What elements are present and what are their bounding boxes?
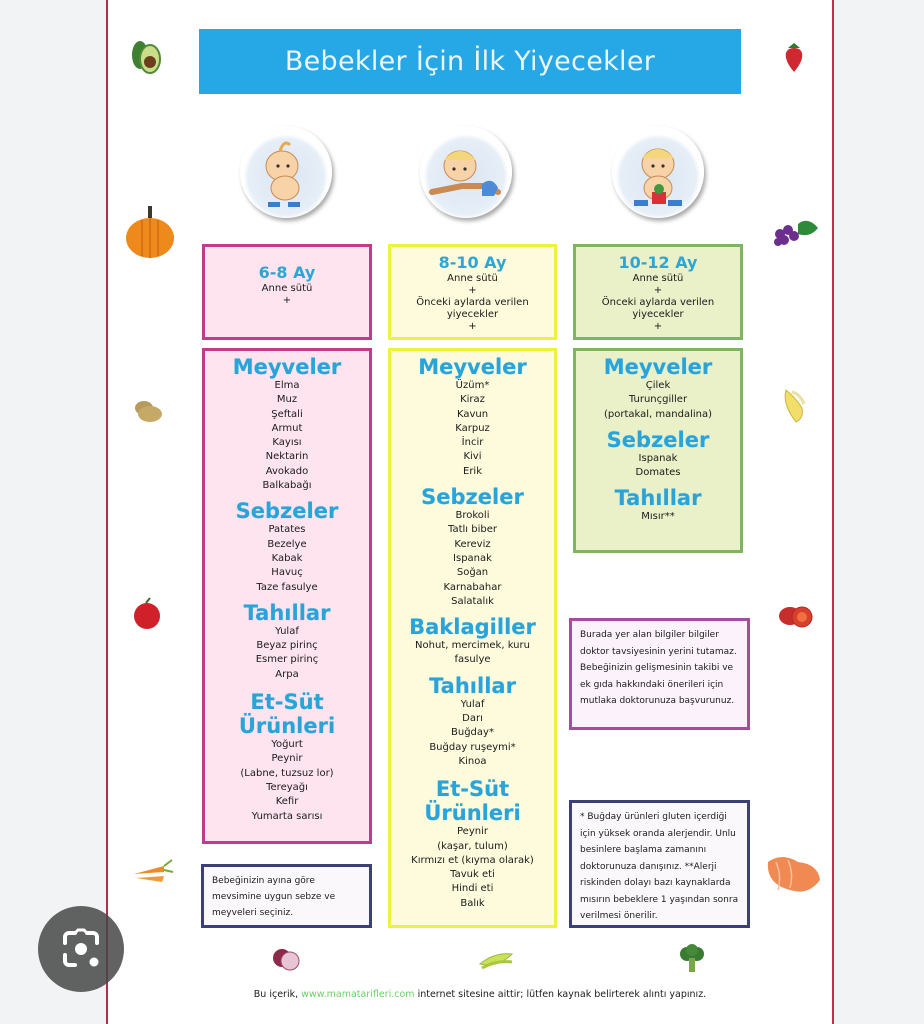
food-item: Beyaz pirinç [256, 640, 318, 652]
food-item: Brokoli [455, 510, 490, 522]
food-items [391, 509, 554, 609]
food-item: Mısır** [641, 511, 675, 523]
google-lens-button[interactable] [38, 906, 124, 992]
food-item: Karpuz [455, 422, 490, 434]
stage-header-6-8 [202, 244, 372, 340]
food-item: Kiraz [460, 394, 485, 406]
food-item: Kabak [271, 552, 303, 564]
category-heading: Baklagiller [409, 615, 536, 640]
peas-icon [476, 950, 516, 974]
food-item: Ispanak [453, 552, 492, 564]
food-item: (kaşar, tulum) [437, 840, 508, 852]
banana-icon [776, 384, 812, 428]
food-item: İncir [461, 437, 484, 449]
food-item: Yulaf [275, 625, 299, 637]
food-item: Ispanak [638, 452, 678, 464]
potato-icon [132, 398, 164, 426]
stage-header-10-12 [573, 244, 743, 340]
avocado-icon [128, 33, 164, 77]
footer-link[interactable]: www.mamatarifleri.com [301, 989, 415, 1000]
food-item: Karnabahar [443, 581, 502, 593]
food-items [205, 379, 369, 493]
season-note [201, 864, 372, 928]
food-item: Tatlı biber [448, 524, 497, 536]
category-heading: Ürünleri [238, 714, 336, 739]
category-heading: Meyveler [232, 355, 342, 379]
food-item: Kinoa [458, 755, 487, 767]
food-item: Domates [635, 467, 681, 479]
google-lens-icon [59, 927, 103, 971]
food-item: Kırmızı et (kıyma olarak) [411, 854, 534, 866]
food-items [576, 379, 740, 422]
base-line: + [468, 285, 477, 296]
onion-icon [272, 946, 302, 972]
food-item: Taze fasulye [256, 581, 318, 593]
category-heading: Et-Süt [435, 777, 510, 802]
food-item: Arpa [275, 668, 299, 680]
baby-crawling-illustration [420, 126, 512, 218]
base-line: Anne sütü [632, 273, 684, 284]
tomato-icon [778, 602, 816, 630]
food-item: Çilek [645, 380, 671, 391]
food-item: Salatalık [451, 595, 494, 607]
base-line: Önceki aylarda verilen [601, 297, 715, 308]
food-item: Soğan [456, 567, 489, 579]
base-line: Anne sütü [447, 273, 498, 284]
base-line: + [282, 295, 292, 306]
food-items [576, 452, 740, 481]
doctor-note [569, 618, 750, 730]
grapes-icon [770, 208, 820, 250]
pumpkin-icon [124, 202, 176, 260]
food-item: Buğday* [451, 727, 494, 739]
salmon-icon [764, 850, 822, 898]
food-item: Havuç [271, 567, 303, 579]
food-item: Kereviz [454, 538, 491, 550]
food-item: Yulaf [460, 698, 485, 710]
base-line: Anne sütü [261, 283, 313, 294]
strawberry-icon [780, 40, 808, 74]
carrot-icon [130, 854, 174, 890]
food-item: Avokado [265, 465, 309, 477]
food-item: Tereyağı [266, 781, 308, 793]
food-items [391, 639, 554, 668]
food-item: Bezelye [267, 538, 307, 550]
baby-sitting-illustration [240, 126, 332, 218]
food-items [205, 738, 369, 824]
food-item: Yoğurt [271, 739, 303, 751]
base-line: + [653, 285, 663, 296]
category-heading: Et-Süt [250, 690, 324, 715]
food-item: Hindi eti [451, 883, 494, 895]
food-item: fasulye [454, 654, 491, 666]
food-item: Üzüm* [455, 380, 490, 391]
stage-header-8-10 [388, 244, 557, 340]
food-item: Kivi [463, 451, 482, 463]
food-item: Turunçgiller [628, 394, 688, 406]
apple-icon [132, 596, 162, 632]
food-list-8-10 [388, 348, 557, 928]
footer-prefix: Bu içerik, [253, 989, 299, 1000]
category-heading: Ürünleri [424, 801, 521, 826]
food-item: Darı [462, 713, 483, 725]
food-item: Patates [268, 524, 306, 536]
food-item: Muz [276, 394, 298, 406]
baby-playing-illustration [612, 126, 704, 218]
food-item: Tavuk eti [450, 869, 495, 881]
footer-credit [200, 989, 760, 1000]
base-line: yiyecekler [446, 309, 499, 320]
stage-age: 10-12 Ay [618, 253, 698, 272]
food-items [576, 510, 740, 524]
food-item: Yumarta sarısı [251, 810, 323, 822]
food-item: Peynir [271, 753, 303, 765]
category-heading: Meyveler [603, 355, 713, 379]
allergy-note-text: * Buğday ürünleri gluten içerdiği için yüksek oranda alerjendir. Unlu besinlere başlama zamanını doktorunuza danışınız. **Alerji riskinden dolayı bazı kaynaklarda mısırın bebeklere 1 yaşından sonra verilmesi önerilir. [580, 812, 739, 921]
food-item: Buğday ruşeymi* [429, 741, 516, 753]
stage-age: 6-8 Ay [258, 263, 316, 282]
food-item: Esmer pirinç [255, 654, 319, 666]
food-item: (portakal, mandalina) [603, 408, 712, 420]
food-item: Kayısı [272, 437, 302, 449]
category-heading: Tahıllar [243, 600, 331, 625]
food-item: Elma [274, 380, 300, 391]
food-items [205, 523, 369, 594]
base-line: yiyecekler [632, 309, 684, 320]
food-item: Peynir [457, 826, 488, 838]
category-heading: Sebzeler [235, 499, 339, 524]
food-items [391, 379, 554, 479]
food-item: Kefir [275, 796, 299, 808]
base-line: + [653, 321, 663, 332]
category-heading: Tahıllar [429, 673, 516, 698]
food-item: Erik [463, 465, 482, 477]
food-item: Nektarin [265, 451, 309, 463]
doctor-note-text: Burada yer alan bilgiler bilgiler doktor tavsiyesinin yerini tutamaz. Bebeğinizin gelişmesinin takibi ve ek gıda hakkındaki önerileri için mutlaka doktorunuza başvurunuz. [580, 630, 737, 706]
food-items [391, 825, 554, 911]
category-heading: Tahıllar [614, 486, 702, 511]
base-line: Önceki aylarda verilen [416, 297, 529, 308]
food-item: Balık [460, 897, 485, 909]
allergy-note [569, 800, 750, 928]
food-list-10-12 [573, 348, 743, 553]
food-items [205, 625, 369, 682]
base-line: + [468, 321, 477, 332]
food-item: Şeftali [271, 408, 303, 420]
food-item: Balkabağı [262, 480, 312, 492]
food-item: Armut [271, 422, 303, 434]
category-heading: Sebzeler [606, 427, 710, 452]
food-item: Kavun [456, 408, 489, 420]
page-title: Bebekler İçin İlk Yiyecekler [284, 46, 656, 77]
title-banner [199, 29, 741, 94]
stage-age: 8-10 Ay [438, 253, 507, 272]
broccoli-icon [678, 944, 706, 976]
food-list-6-8 [202, 348, 372, 844]
food-item: Nohut, mercimek, kuru [415, 640, 530, 652]
category-heading: Sebzeler [421, 485, 524, 510]
season-note-text: Bebeğinizin ayına göre mevsimine uygun sebze ve meyveleri seçiniz. [212, 876, 336, 918]
food-items [391, 698, 554, 769]
footer-suffix: internet sitesine aittir; lütfen kaynak belirterek alıntı yapınız. [417, 989, 707, 1000]
food-item: (Labne, tuzsuz lor) [240, 767, 334, 779]
category-heading: Meyveler [418, 355, 527, 379]
